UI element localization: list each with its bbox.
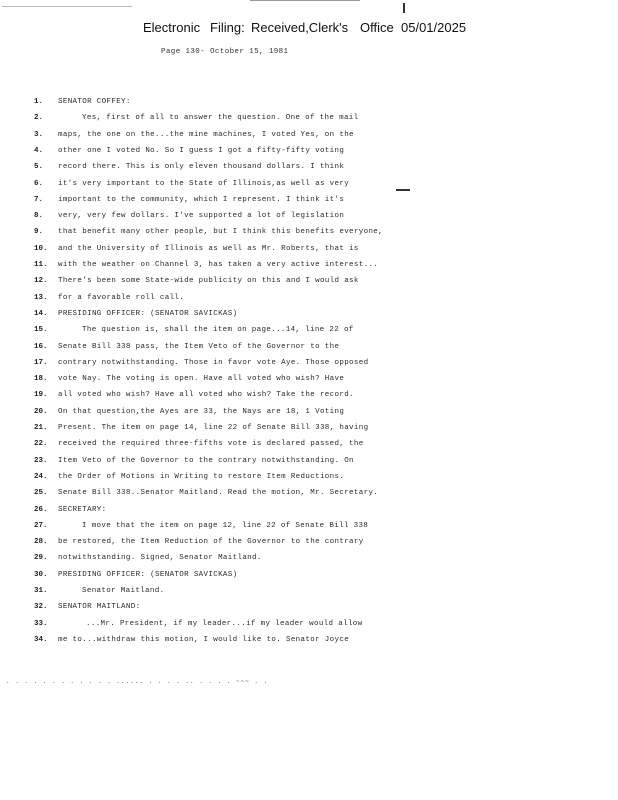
page-heading: Page 130- October 15, 1981 [161,48,289,56]
scan-mark-left [2,6,132,7]
line-number: 3. [34,131,44,139]
line-text: SENATOR MAITLAND: [58,603,141,611]
line-number: 23. [34,457,48,465]
line-text: the Order of Motions in Writing to restore Item Reductions. [58,473,345,481]
line-number: 25. [34,489,48,497]
line-number: 33. [34,620,48,628]
line-text: PRESIDING OFFICER: (SENATOR SAVICKAS) [58,571,238,579]
line-number: 10. [34,245,48,253]
line-number: 18. [34,375,48,383]
line-text: record there. This is only eleven thousand dollars. I think [58,163,345,171]
line-number: 29. [34,554,48,562]
scan-noise-bottom: . . . . . . . . . . . . ...... . . . . .. . . . . ~~~ . . [6,678,269,685]
line-number: 12. [34,277,48,285]
line-number: 1. [34,98,44,106]
line-number: 31. [34,587,48,595]
line-text: maps, the one on the...the mine machines, I voted Yes, on the [58,131,354,139]
line-number: 7. [34,196,44,204]
line-text: Senate Bill 338..Senator Maitland. Read the motion, Mr. Secretary. [58,489,379,497]
line-number: 19. [34,391,48,399]
line-text: SECRETARY: [58,506,107,514]
line-text: The question is, shall the item on page...14, line 22 of [82,326,354,334]
line-text: contrary notwithstanding. Those in favor vote Aye. Those opposed [58,359,369,367]
scan-mark-top-rule [250,0,360,1]
line-text: very, very few dollars. I've supported a lot of legislation [58,212,345,220]
line-text: important to the community, which I represent. I think it's [58,196,345,204]
line-text: ...Mr. President, if my leader...if my leader would allow [86,620,363,628]
line-number: 26. [34,506,48,514]
line-text: SENATOR COFFEY: [58,98,131,106]
line-text: There's been some State-wide publicity on this and I would ask [58,277,359,285]
line-text: Senator Maitland. [82,587,165,595]
line-number: 30. [34,571,48,579]
line-number: 13. [34,294,48,302]
line-number: 17. [34,359,48,367]
line-text: received the required three-fifths vote is declared passed, the [58,440,364,448]
line-number: 24. [34,473,48,481]
header-electronic: Electronic [143,20,201,35]
line-text: Senate Bill 338 pass, the Item Veto of the Governor to the [58,343,340,351]
line-number: 4. [34,147,44,155]
line-text: I move that the item on page 12, line 22 of Senate Bill 338 [82,522,369,530]
line-number: 32. [34,603,48,611]
line-text: be restored, the Item Reduction of the Governor to the contrary [58,538,364,546]
line-text: it's very important to the State of Illinois,as well as very [58,180,350,188]
line-number: 15. [34,326,48,334]
line-number: 11. [34,261,48,269]
line-number: 2. [34,114,44,122]
line-text: all voted who wish? Have all voted who wish? Take the record. [58,391,354,399]
line-text: other one I voted No. So I guess I got a fifty-fifty voting [58,147,345,155]
line-text: that benefit many other people, but I think this benefits everyone, [58,228,383,236]
line-number: 20. [34,408,48,416]
line-text: Item Veto of the Governor to the contrary notwithstanding. On [58,457,354,465]
header-filing: Filing: [210,20,245,35]
line-number: 9. [34,228,44,236]
line-number: 16. [34,343,48,351]
scan-mark-right [396,189,410,191]
header-office: Office [360,20,394,35]
line-number: 34. [34,636,48,644]
line-number: 14. [34,310,48,318]
line-text: me to...withdraw this motion, I would like to. Senator Joyce [58,636,350,644]
scan-mark-top [403,3,405,13]
line-text: PRESIDING OFFICER: (SENATOR SAVICKAS) [58,310,238,318]
line-text: vote Nay. The voting is open. Have all voted who wish? Have [58,375,345,383]
line-text: with the weather on Channel 3, has taken a very active interest... [58,261,379,269]
line-number: 8. [34,212,44,220]
line-number: 6. [34,180,44,188]
header-received: Received,Clerk's [251,20,349,35]
line-number: 5. [34,163,44,171]
line-number: 27. [34,522,48,530]
line-text: and the University of Illinois as well as Mr. Roberts, that is [58,245,359,253]
line-text: Present. The item on page 14, line 22 of Senate Bill 338, having [58,424,369,432]
line-number: 28. [34,538,48,546]
line-text: for a favorable roll call. [58,294,185,302]
line-number: 21. [34,424,48,432]
line-text: notwithstanding. Signed, Senator Maitland. [58,554,262,562]
header-date: 05/01/2025 [401,20,467,35]
line-text: On that question,the Ayes are 33, the Nays are 18, 1 Voting [58,408,345,416]
line-text: Yes, first of all to answer the question. One of the mail [82,114,359,122]
line-number: 22. [34,440,48,448]
